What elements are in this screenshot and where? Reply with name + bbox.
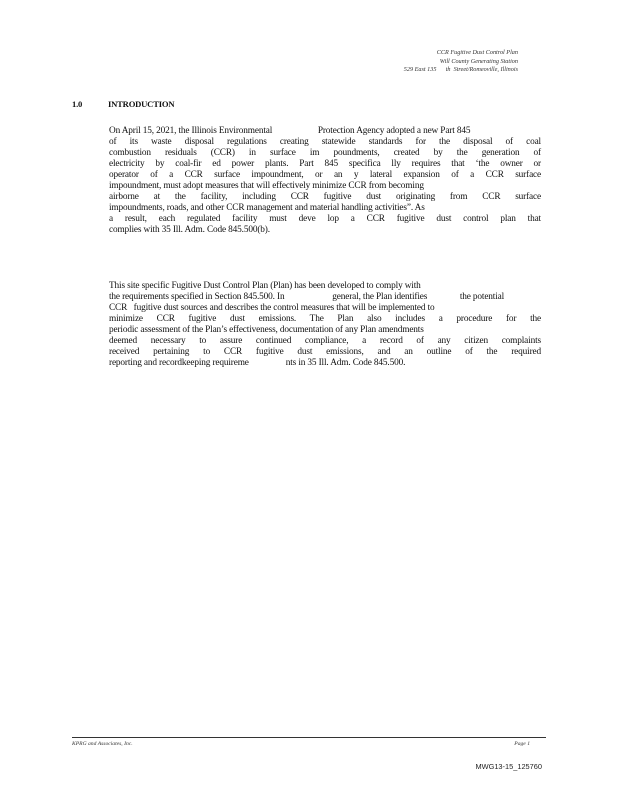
paragraph-line: the requirements specified in Section 845.500. In general, the Plan identifies the potential <box>109 292 505 302</box>
document-id-stamp: MWG13-15_125760 <box>475 762 542 771</box>
paragraph-line: electricity by coal-fir ed power plants. Part 845 specifica lly requires that ‘the owner or <box>109 159 541 169</box>
paragraph-line: This site specific Fugitive Dust Control Plan (Plan) has been developed to comply with <box>109 281 421 291</box>
header-station-name: Will County Generating Station <box>439 57 518 65</box>
paragraph-line: airborne at the facility, including CCR fugitive dust originating from CCR surface <box>109 192 541 202</box>
paragraph-line: minimize CCR fugitive dust emissions. The Plan also includes a procedure for the <box>109 314 541 324</box>
paragraph-line: operator of a CCR surface impoundment, or an y lateral expansion of a CCR surface <box>109 170 541 180</box>
footer-divider <box>72 737 546 738</box>
section-title: INTRODUCTION <box>108 99 175 109</box>
intro-paragraph-2 <box>109 281 541 369</box>
section-number: 1.0 <box>72 99 83 109</box>
paragraph-line: of its waste disposal regulations creating statewide standards for the disposal of coal <box>109 137 541 147</box>
footer-page-number: Page 1 <box>514 741 530 747</box>
intro-paragraph-1 <box>109 126 541 236</box>
paragraph-line: combustion residuals (CCR) in surface im poundments, created by the generation of <box>109 148 541 158</box>
section-heading <box>72 99 174 109</box>
paragraph-line: On April 15, 2021, the Illinois Environmental Protection Agency adopted a new Part 845 <box>109 126 471 136</box>
paragraph-line: complies with 35 Ill. Adm. Code 845.500(b). <box>109 225 270 235</box>
paragraph-line: a result, each regulated facility must deve lop a CCR fugitive dust control plan that <box>109 214 541 224</box>
paragraph-line: impoundment, must adopt measures that will effectively minimize CCR from becoming <box>109 181 424 191</box>
paragraph-line: impoundments, roads, and other CCR management and material handling activities”. As <box>109 203 425 213</box>
paragraph-line: reporting and recordkeeping requireme nts in 35 Ill. Adm. Code 845.500. <box>109 358 406 368</box>
paragraph-line: received pertaining to CCR fugitive dust emissions, and an outline of the required <box>109 347 541 357</box>
paragraph-line: CCR fugitive dust sources and describes the control measures that will be implemented to <box>109 303 435 313</box>
paragraph-line: periodic assessment of the Plan’s effectiveness, documentation of any Plan amendments <box>109 325 424 335</box>
footer-company: KPRG and Associates, Inc. <box>72 741 133 747</box>
running-header <box>404 49 518 75</box>
header-plan-title: CCR Fugitive Dust Control Plan <box>436 49 518 56</box>
header-address: 529 East 135 th Street/Romeoville, Illinois <box>403 66 518 74</box>
paragraph-line: deemed necessary to assure continued compliance, a record of any citizen complaints <box>109 336 541 346</box>
